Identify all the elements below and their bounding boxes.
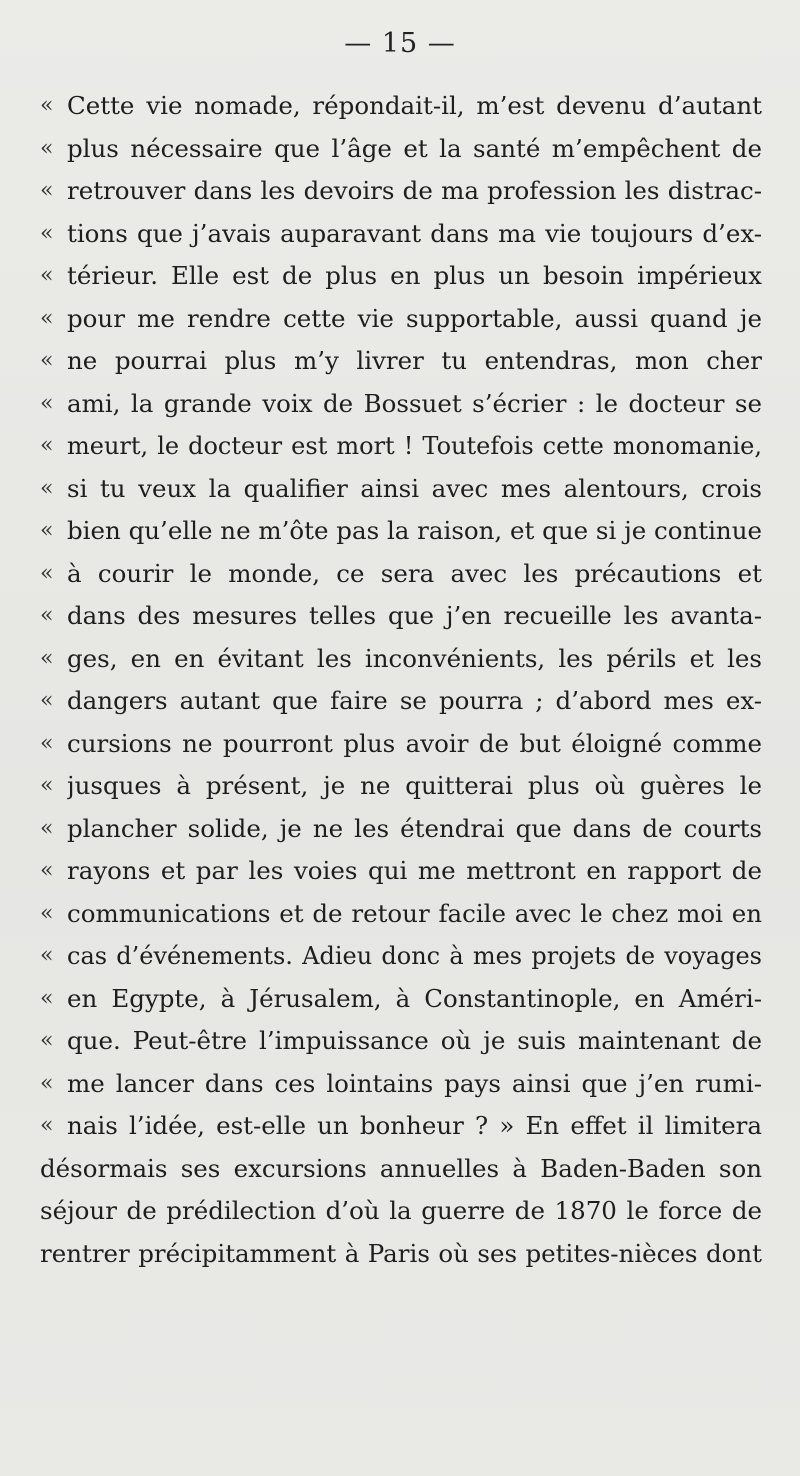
quote-mark: « (40, 518, 54, 543)
text-line (40, 425, 762, 468)
quote-mark: « (40, 433, 54, 458)
line-text: nais l’idée, est-elle un bonheur ? » En effet il limitera (67, 1111, 762, 1140)
quote-mark: « (40, 943, 54, 968)
quote-mark: « (40, 1113, 54, 1138)
line-text: désormais ses excursions annuelles à Baden-Baden son (40, 1153, 762, 1183)
line-text: cas d’événements. Adieu donc à mes projets de voyages (67, 942, 762, 970)
line-text: ges, en en évitant les inconvénients, les périls et les (67, 643, 762, 673)
quote-mark: « (40, 220, 54, 246)
quote-mark: « (40, 645, 54, 671)
quote-mark: « (40, 263, 54, 288)
quote-mark: « (40, 1028, 54, 1053)
text-line (40, 595, 762, 638)
line-text: communications et de retour facile avec le chez moi en (67, 898, 762, 928)
line-text: Cette vie nomade, répondait-il, m’est devenu d’autant (67, 91, 762, 120)
line-text: pour me rendre cette vie supportable, aussi quand je (67, 303, 762, 333)
text-line (40, 850, 762, 893)
quote-mark: « (40, 858, 54, 883)
line-text: rayons et par les voies qui me mettront en rapport de (67, 856, 762, 885)
text-line (40, 808, 762, 851)
text-line (40, 1190, 762, 1233)
line-text: plancher solide, je ne les étendrai que dans de courts (67, 813, 762, 843)
line-text: retrouver dans les devoirs de ma profession les distrac- (67, 176, 762, 205)
line-text: meurt, le docteur est mort ! Toutefois cette monomanie, (67, 432, 762, 460)
line-text: tions que j’avais auparavant dans ma vie toujours d’ex- (67, 218, 762, 248)
line-text: bien qu’elle ne m’ôte pas la raison, et que si je continue (67, 516, 762, 545)
text-line (40, 1148, 762, 1191)
line-text: ami, la grande voix de Bossuet s’écrier : le docteur se (67, 388, 762, 418)
line-text: en Egypte, à Jérusalem, à Constantinople, en Améri- (67, 983, 762, 1013)
line-text: à courir le monde, ce sera avec les précautions et (67, 558, 762, 588)
text-line (40, 298, 762, 341)
text-line (40, 340, 762, 383)
text-line (40, 468, 762, 511)
text-line (40, 255, 762, 298)
text-line (40, 765, 762, 808)
quote-mark: « (40, 178, 54, 203)
page-number: — 15 — (344, 28, 456, 59)
text-line (40, 170, 762, 213)
text-line (40, 1063, 762, 1106)
text-line (40, 213, 762, 256)
text-line (40, 510, 762, 553)
quote-mark: « (40, 93, 54, 118)
text-line (40, 723, 762, 766)
text-line (40, 1020, 762, 1063)
quote-mark: « (40, 475, 54, 501)
line-text: rentrer précipitamment à Paris où ses petites-nièces dont (40, 1238, 762, 1268)
quote-mark: « (40, 603, 54, 628)
text-line (40, 128, 762, 171)
quote-mark: « (40, 305, 54, 331)
text-line (40, 1233, 762, 1276)
line-text: dans des mesures telles que j’en recueille les avanta- (67, 601, 762, 630)
line-text: térieur. Elle est de plus en plus un besoin impérieux (67, 261, 762, 290)
text-line (40, 85, 762, 128)
quote-mark: « (40, 815, 54, 841)
quote-mark: « (40, 1070, 54, 1096)
line-text: me lancer dans ces lointains pays ainsi que j’en rumi- (67, 1068, 762, 1098)
line-text: que. Peut-être l’impuissance où je suis maintenant de (67, 1026, 762, 1055)
quote-mark: « (40, 348, 54, 373)
quote-mark: « (40, 390, 54, 416)
quote-mark: « (40, 773, 54, 798)
body-text (40, 85, 762, 1275)
line-text: jusques à présent, je ne quitterai plus où guères le (67, 771, 762, 800)
quote-mark: « (40, 900, 54, 926)
text-line (40, 893, 762, 936)
text-line (40, 680, 762, 723)
line-text: séjour de prédilection d’où la guerre de 1870 le force de (40, 1196, 762, 1225)
quote-mark: « (40, 730, 54, 756)
text-line (40, 978, 762, 1021)
quote-mark: « (40, 985, 54, 1011)
text-line (40, 935, 762, 978)
text-line (40, 553, 762, 596)
text-line (40, 383, 762, 426)
line-text: cursions ne pourront plus avoir de but éloigné comme (67, 728, 762, 758)
text-line (40, 1105, 762, 1148)
text-line (40, 638, 762, 681)
line-text: ne pourrai plus m’y livrer tu entendras, mon cher (67, 346, 762, 375)
quote-mark: « (40, 135, 54, 161)
line-text: dangers autant que faire se pourra ; d’abord mes ex- (67, 686, 762, 715)
line-text: si tu veux la qualifier ainsi avec mes alentours, crois (67, 473, 762, 503)
quote-mark: « (40, 560, 54, 586)
line-text: plus nécessaire que l’âge et la santé m’empêchent de (67, 133, 762, 163)
quote-mark: « (40, 688, 54, 713)
